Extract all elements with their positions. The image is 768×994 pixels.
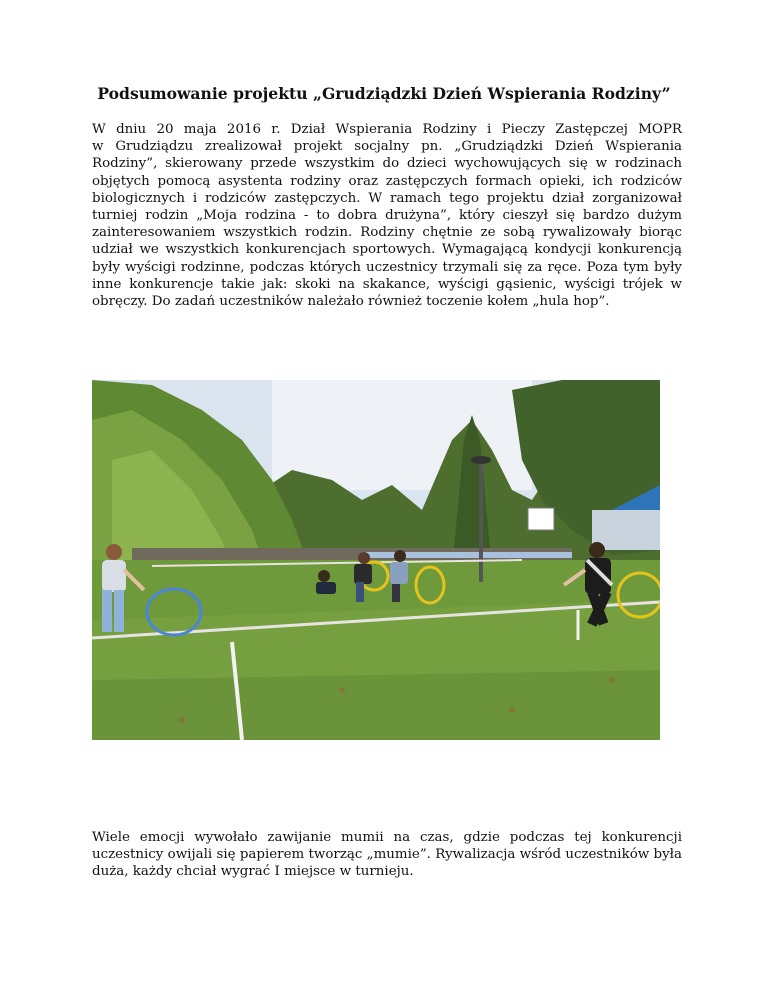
text-line: Rodziny”, skierowany przede wszystkim do dzieci wychowujących się w rodzinach — [92, 156, 682, 172]
closing-paragraph — [92, 829, 682, 881]
text-line: zainteresowaniem wszystkich rodzin. Rodziny chętnie ze sobą rywalizowały biorąc — [92, 225, 682, 241]
text-line: były wyścigi rodzinne, podczas których uczestnicy trzymali się za ręce. Poza tym były — [92, 259, 682, 275]
text-line: uczestnicy owijali się papierem tworząc „mumie”. Rywalizacja wśród uczestników była — [92, 847, 682, 863]
text-line: Wiele emocji wywołało zawijanie mumii na czas, gdzie podczas tej konkurencji — [92, 830, 682, 845]
photo-illustration — [92, 380, 660, 740]
text-line: inne konkurencje takie jak: skoki na skakance, wyścigi gąsienic, wyścigi trójek w — [92, 276, 682, 292]
text-line: objętych pomocą asystenta rodziny oraz zastępczych formach opieki, ich rodziców — [92, 173, 682, 189]
page-title: Podsumowanie projektu „Grudziądzki Dzień Wspierania Rodziny” — [97, 84, 671, 103]
intro-paragraph — [92, 121, 682, 310]
text-line: turniej rodzin „Moja rodzina - to dobra drużyna”, który cieszył się bardzo dużym — [92, 208, 682, 224]
text-line: biologicznych i rodziców zastępczych. W ramach tego projektu dział zorganizował — [92, 190, 682, 206]
text-line: udział we wszystkich konkurencjach sportowych. Wymagającą kondycji konkurencją — [92, 242, 682, 258]
event-photo — [92, 380, 660, 740]
text-line: W dniu 20 maja 2016 r. Dział Wspierania Rodziny i Pieczy Zastępczej MOPR — [92, 122, 682, 137]
text-line: duża, każdy chciał wygrać I miejsce w turnieju. — [92, 864, 414, 880]
text-line: w Grudziądzu zrealizował projekt socjalny pn. „Grudziądzki Dzień Wspierania — [92, 139, 682, 155]
text-line: obręczy. Do zadań uczestników należało również toczenie kołem „hula hop”. — [92, 294, 610, 310]
